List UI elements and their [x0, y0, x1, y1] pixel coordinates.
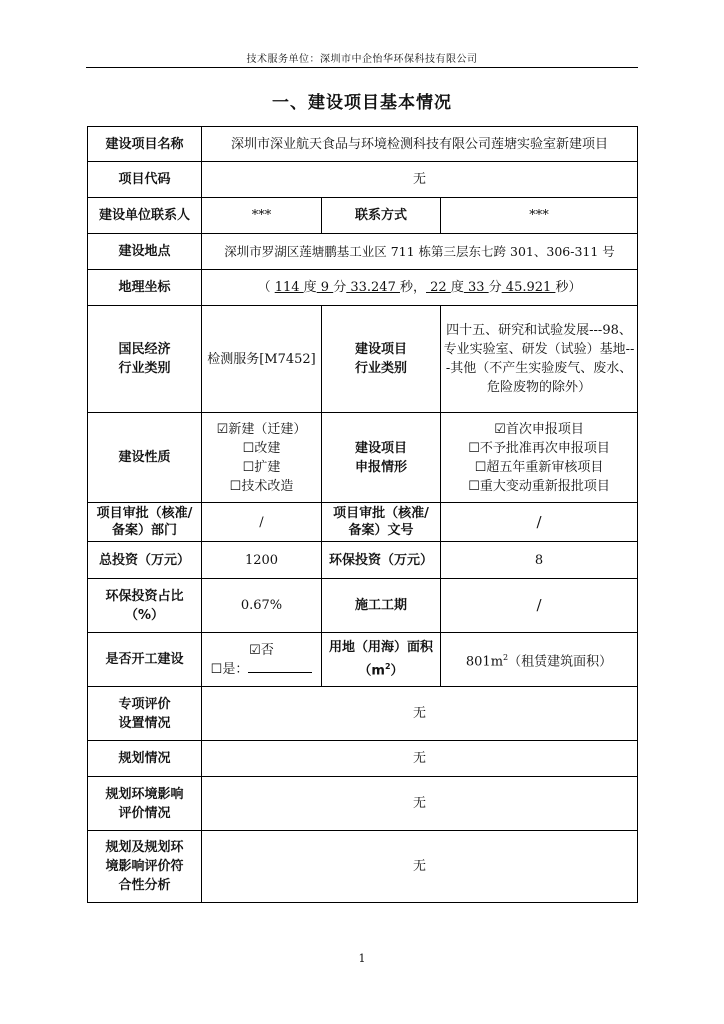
label-line: 行业类别	[354, 361, 407, 376]
coord-sec-unit: 秒，	[400, 280, 427, 295]
option-expand: ☐扩建	[242, 459, 281, 475]
label-planning-eia	[88, 777, 202, 831]
row-investment	[88, 542, 638, 579]
value-project-category: 四十五、研究和试验发展---98、专业实验室、研发（试验）基地---其他（不产生实验废气、废水、危险废物的除外）	[441, 306, 638, 413]
latitude-seconds: 45.921	[501, 280, 556, 295]
latitude-degrees: 22	[426, 280, 451, 295]
label-line: 设置情况	[118, 715, 171, 731]
started-blank-line	[248, 660, 312, 673]
declaration-status-options	[441, 413, 638, 503]
label-location: 建设地点	[88, 234, 202, 270]
value-total-investment: 1200	[202, 542, 322, 579]
page-number: 1	[358, 952, 366, 965]
label-coordinates: 地理坐标	[88, 270, 202, 306]
coord-deg-unit: 度	[450, 280, 464, 295]
label-line: 申报情形	[354, 459, 407, 475]
label-line: 境影响评价符	[105, 859, 184, 874]
coord-open: （	[257, 280, 275, 295]
label-construction-nature: 建设性质	[88, 413, 202, 503]
option-started	[204, 660, 319, 679]
area-note: （租赁建筑面积）	[508, 654, 613, 670]
area-superscript: 2	[503, 652, 509, 662]
option-first-declaration: ☑首次申报项目	[494, 421, 584, 437]
label-approval-department	[88, 503, 202, 542]
construction-started-options	[202, 633, 322, 687]
unit-text: （m	[358, 663, 385, 679]
label-line: 评价情况	[118, 805, 171, 821]
label-line	[324, 657, 438, 680]
project-info-table	[87, 126, 638, 903]
label-project-name: 建设项目名称	[88, 127, 202, 162]
option-not-started: ☑否	[249, 642, 274, 658]
coord-deg-unit: 度	[303, 280, 317, 295]
row-compliance	[88, 831, 638, 903]
label-line: 建设项目	[354, 342, 407, 357]
option-major-change: ☐重大变动重新报批项目	[468, 478, 610, 494]
label-total-investment: 总投资（万元）	[88, 542, 202, 579]
value-compliance-analysis: 无	[202, 831, 638, 903]
construction-nature-options	[202, 413, 322, 503]
label-line: 备案）部门	[111, 523, 177, 538]
value-planning-eia: 无	[202, 777, 638, 831]
unit-text: ）	[390, 663, 404, 679]
label-line: 备案）文号	[348, 523, 414, 538]
value-approval-department: /	[202, 503, 322, 542]
value-location: 深圳市罗湖区莲塘鹏基工业区 711 栋第三层东七跨 301、306-311 号	[202, 234, 638, 270]
value-contact-person: ***	[202, 198, 322, 234]
label-line: 用地（用海）面积	[328, 640, 433, 656]
row-special-assessment	[88, 687, 638, 741]
value-special-assessment: 无	[202, 687, 638, 741]
row-coordinates	[88, 270, 638, 306]
row-planning	[88, 741, 638, 777]
label-project-category	[322, 306, 441, 413]
unit-superscript: 2	[384, 662, 391, 672]
label-line: 合性分析	[118, 878, 171, 893]
longitude-degrees: 114	[274, 280, 304, 295]
label-line: 规划环境影响	[105, 786, 184, 802]
value-land-area	[441, 633, 638, 687]
value-project-name: 深圳市深业航天食品与环境检测科技有限公司莲塘实验室新建项目	[202, 127, 638, 162]
option-new-build: ☑新建（迁建）	[216, 421, 307, 437]
label-line: 项目审批（核准/	[333, 506, 429, 521]
value-env-investment: 8	[441, 542, 638, 579]
latitude-minutes: 33	[463, 280, 489, 295]
value-project-code: 无	[202, 162, 638, 198]
label-project-code: 项目代码	[88, 162, 202, 198]
row-ratio	[88, 579, 638, 633]
coord-min-unit: 分	[488, 280, 502, 295]
row-project-code	[88, 162, 638, 198]
value-coordinates	[202, 270, 638, 306]
label-env-investment-ratio	[88, 579, 202, 633]
label-construction-started: 是否开工建设	[88, 633, 202, 687]
label-approval-number	[322, 503, 441, 542]
label-compliance-analysis	[88, 831, 202, 903]
label-line: （%）	[124, 607, 165, 623]
label-line: 项目审批（核准/	[96, 506, 193, 521]
option-started-label: ☐是：	[210, 661, 249, 677]
coord-sec-unit: 秒）	[555, 280, 582, 295]
header-divider	[86, 67, 638, 68]
value-env-investment-ratio: 0.67%	[202, 579, 322, 633]
option-tech-upgrade: ☐技术改造	[229, 478, 294, 494]
label-line: 行业类别	[118, 361, 171, 376]
row-location	[88, 234, 638, 270]
page-header: 技术服务单位：深圳市中企怡华环保科技有限公司	[246, 54, 478, 65]
label-line: 专项评价	[118, 696, 171, 712]
label-industry-category	[88, 306, 202, 413]
label-env-investment: 环保投资（万元）	[322, 542, 441, 579]
value-industry-category: 检测服务[M7452]	[202, 306, 322, 413]
label-contact-person: 建设单位联系人	[88, 198, 202, 234]
label-line: 国民经济	[118, 342, 171, 357]
label-planning: 规划情况	[88, 741, 202, 777]
row-project-name	[88, 127, 638, 162]
value-approval-number: /	[441, 503, 638, 542]
row-contact	[88, 198, 638, 234]
coord-min-unit: 分	[333, 280, 347, 295]
row-approval	[88, 503, 638, 542]
option-over-five-years: ☐超五年重新审核项目	[474, 459, 604, 475]
option-redeclare-after-rejection: ☐不予批准再次申报项目	[468, 440, 610, 456]
longitude-minutes: 9	[316, 280, 334, 295]
label-line: 建设项目	[354, 440, 407, 456]
area-value: 801m	[465, 654, 504, 670]
longitude-seconds: 33.247	[346, 280, 400, 295]
label-declaration-status	[322, 413, 441, 503]
label-special-assessment	[88, 687, 202, 741]
label-line: 规划及规划环	[105, 840, 184, 855]
label-land-area	[322, 633, 441, 687]
row-planning-eia	[88, 777, 638, 831]
section-title: 一、建设项目基本情况	[272, 93, 452, 113]
label-line: 环保投资占比	[105, 588, 184, 604]
option-rebuild: ☐改建	[242, 440, 281, 456]
value-planning: 无	[202, 741, 638, 777]
label-construction-period: 施工工期	[322, 579, 441, 633]
row-nature	[88, 413, 638, 503]
row-industry	[88, 306, 638, 413]
value-contact-method: ***	[441, 198, 638, 234]
row-started	[88, 633, 638, 687]
label-contact-method: 联系方式	[322, 198, 441, 234]
value-construction-period: /	[441, 579, 638, 633]
